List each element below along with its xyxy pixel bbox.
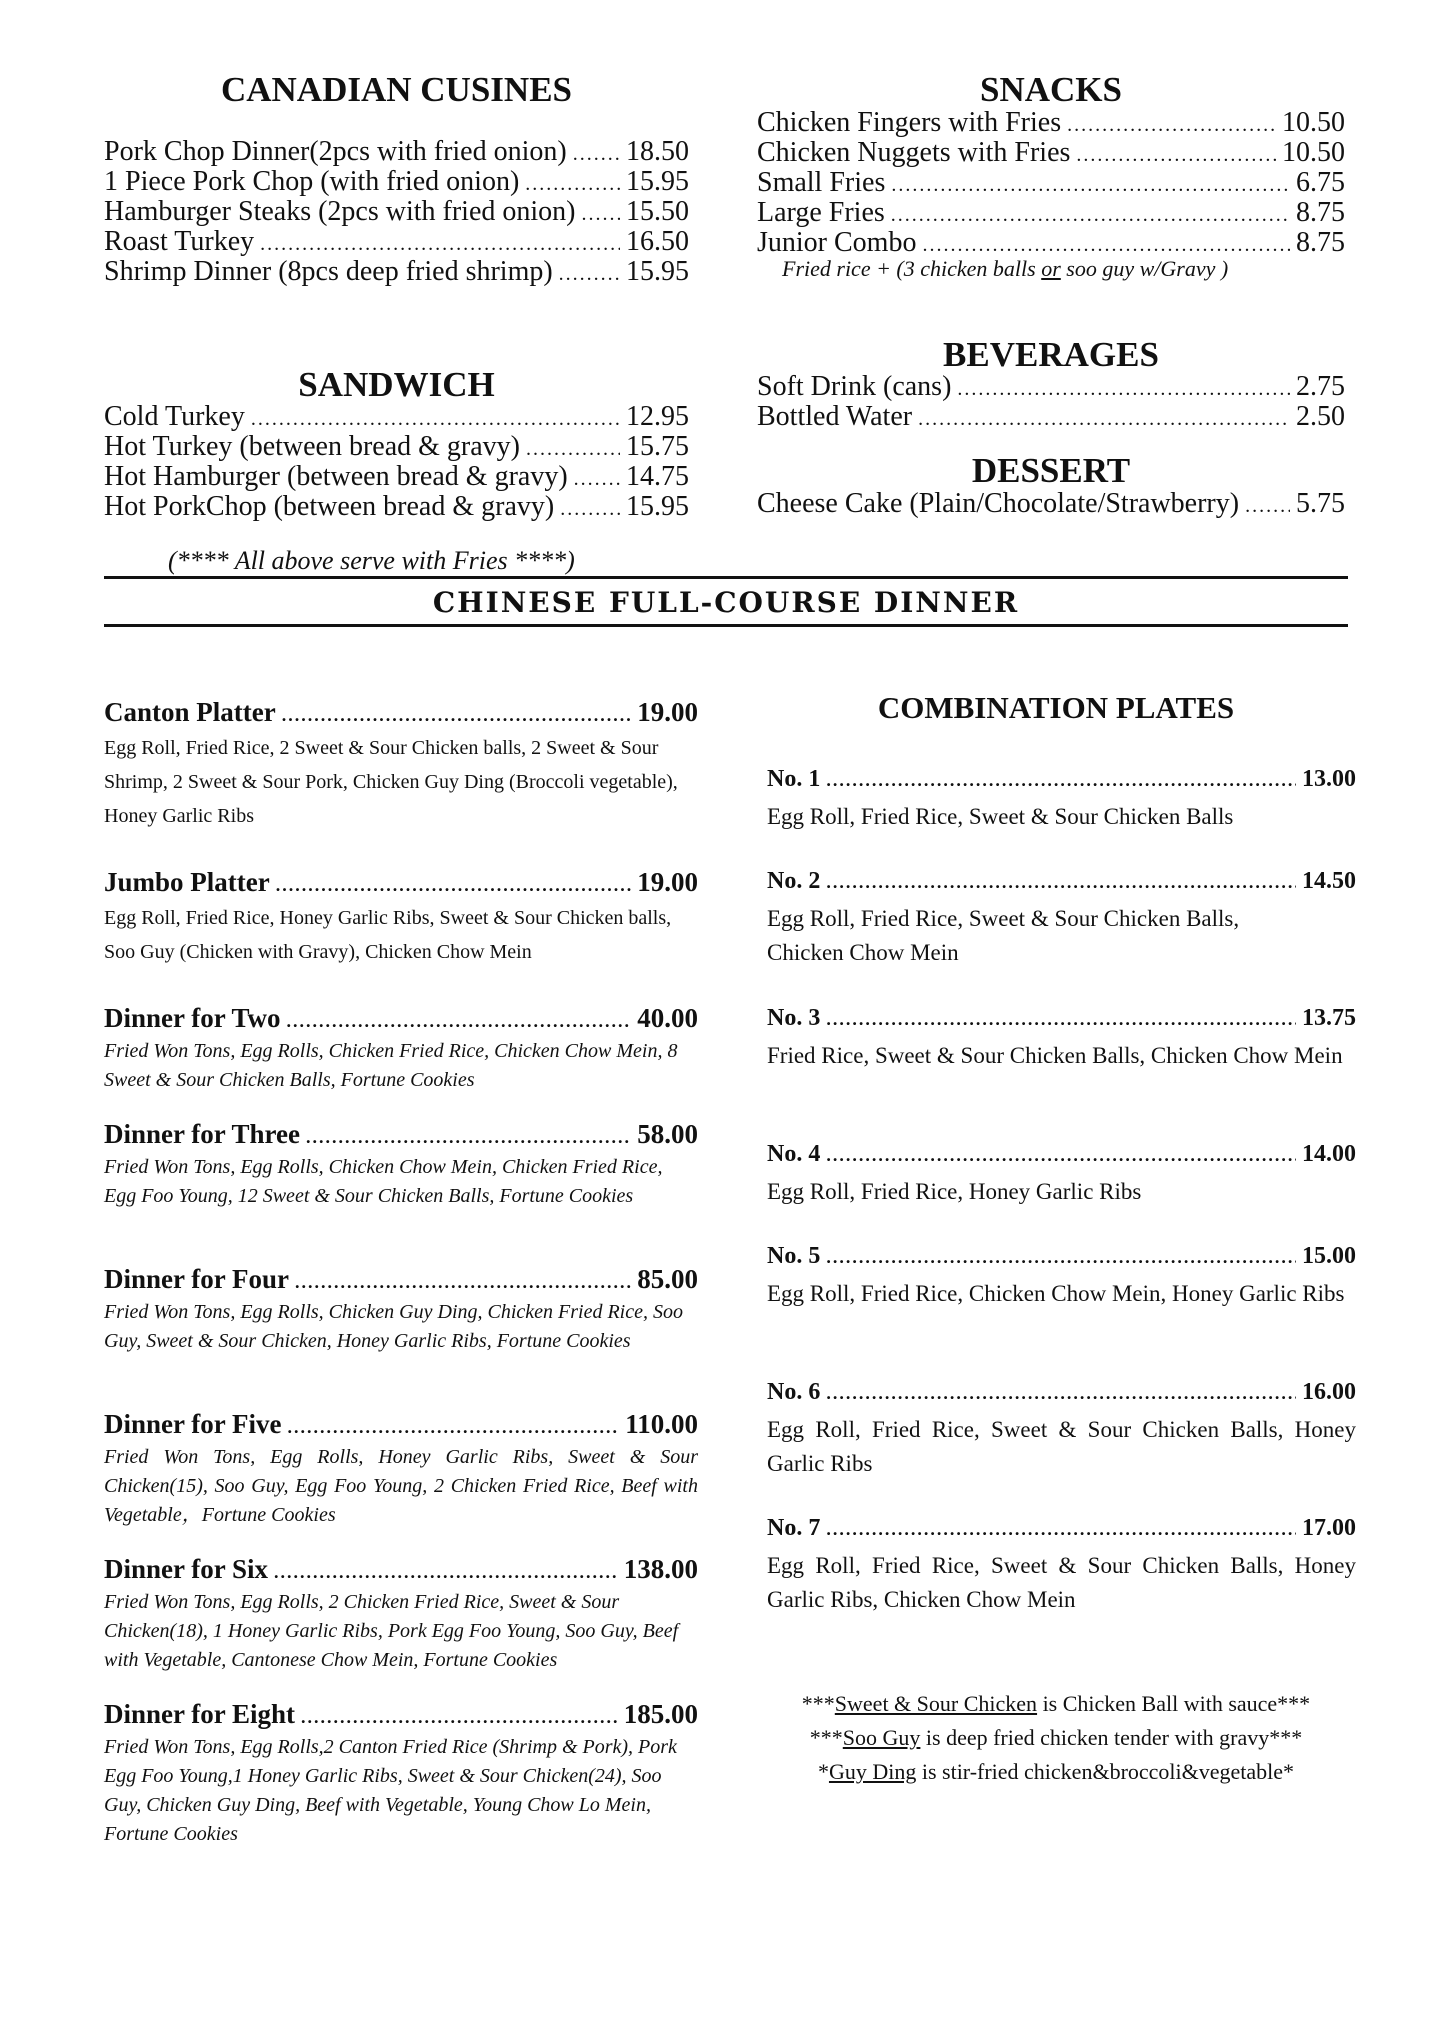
item-name: Chicken Fingers with Fries bbox=[757, 107, 1062, 138]
menu-item bbox=[757, 372, 1345, 402]
menu-item bbox=[104, 402, 689, 432]
item-price: 40.00 bbox=[637, 1003, 698, 1033]
item-description: Fried Won Tons, Egg Rolls,2 Canton Fried Rice (Shrimp & Pork), Pork Egg Foo Young,1 Honey Garlic Ribs, Sweet & Sour Chicken(24), Soo Guy, Chicken Guy Ding, Beef with Vegetable, Young Chow Lo Mein, Fortune Cookies bbox=[104, 1736, 677, 1845]
menu-item bbox=[104, 257, 689, 287]
item-title-row bbox=[104, 1554, 698, 1588]
junior-combo-note: Fried rice + (3 chicken balls or soo guy w/Gravy ) bbox=[782, 256, 1229, 281]
combo-price: 16.00 bbox=[1302, 1379, 1356, 1405]
combo-name: No. 5 bbox=[767, 1243, 821, 1269]
snacks-list bbox=[757, 108, 1345, 258]
item-name: Dinner for Four bbox=[104, 1264, 289, 1294]
combo-price: 13.00 bbox=[1302, 766, 1356, 792]
item-price: 15.75 bbox=[626, 431, 689, 462]
combo-title-row bbox=[767, 868, 1356, 902]
item-description: Fried Won Tons, Egg Rolls, Honey Garlic Ribs, Sweet & Sour Chicken(15), Soo Guy, Egg Foo Young, 2 Chicken Fried Rice, Beef with Vegetable，Fortune Cookies bbox=[104, 1446, 698, 1526]
combo-title-row bbox=[767, 766, 1356, 800]
leader-dots bbox=[826, 1009, 1296, 1030]
chinese-dinner-banner: CHINESE FULL-COURSE DINNER bbox=[432, 586, 1020, 619]
fries-note: (**** All above serve with Fries ****) bbox=[168, 546, 575, 575]
leader-dots bbox=[1245, 491, 1290, 521]
full-course-item bbox=[104, 1119, 701, 1264]
combo-item bbox=[767, 766, 1356, 868]
full-course-list bbox=[104, 697, 701, 1849]
item-name: Large Fries bbox=[757, 197, 885, 228]
footnote-sweet-sour: ***Sweet & Sour Chicken is Chicken Ball with sauce*** bbox=[801, 1691, 1311, 1716]
dessert-heading: DESSERT bbox=[971, 451, 1131, 490]
combo-title-row bbox=[767, 1141, 1356, 1175]
item-price: 138.00 bbox=[623, 1554, 698, 1584]
item-price: 19.00 bbox=[637, 867, 698, 897]
item-title-row bbox=[104, 697, 698, 731]
item-name: Hamburger Steaks (2pcs with fried onion) bbox=[104, 196, 576, 227]
item-name: Dinner for Two bbox=[104, 1003, 281, 1033]
item-name: Cheese Cake (Plain/Chocolate/Strawberry) bbox=[757, 488, 1240, 519]
menu-item bbox=[757, 489, 1345, 519]
item-price: 8.75 bbox=[1296, 227, 1345, 258]
menu-item bbox=[757, 228, 1345, 258]
item-price: 15.95 bbox=[626, 166, 689, 197]
menu-item bbox=[757, 108, 1345, 138]
item-price: 6.75 bbox=[1296, 167, 1345, 198]
leader-dots bbox=[891, 200, 1290, 230]
leader-dots bbox=[559, 259, 620, 289]
menu-item bbox=[104, 167, 689, 197]
menu-item bbox=[104, 462, 689, 492]
leader-dots bbox=[918, 404, 1290, 434]
item-price: 16.50 bbox=[626, 226, 689, 257]
combo-name: No. 1 bbox=[767, 766, 821, 792]
item-name: Shrimp Dinner (8pcs deep fried shrimp) bbox=[104, 256, 553, 287]
combo-item bbox=[767, 868, 1356, 1005]
combination-heading: COMBINATION PLATES bbox=[877, 690, 1235, 725]
leader-dots bbox=[957, 374, 1290, 404]
full-course-item bbox=[104, 697, 701, 867]
leader-dots bbox=[826, 1519, 1296, 1540]
combo-price: 15.00 bbox=[1302, 1243, 1356, 1269]
combo-description: Egg Roll, Fried Rice, Sweet & Sour Chicken Balls, Honey Garlic Ribs bbox=[767, 1417, 1356, 1476]
item-name: Dinner for Six bbox=[104, 1554, 269, 1584]
combo-price: 14.50 bbox=[1302, 868, 1356, 894]
combo-description: Fried Rice, Sweet & Sour Chicken Balls, Chicken Chow Mein bbox=[767, 1043, 1343, 1068]
item-price: 185.00 bbox=[623, 1699, 698, 1729]
leader-dots bbox=[251, 404, 620, 434]
item-price: 12.95 bbox=[626, 401, 689, 432]
menu-item bbox=[757, 198, 1345, 228]
full-course-item bbox=[104, 1409, 701, 1554]
leader-dots bbox=[276, 875, 632, 896]
combo-name: No. 7 bbox=[767, 1515, 821, 1541]
combo-description: Egg Roll, Fried Rice, Chicken Chow Mein, Honey Garlic Ribs bbox=[767, 1281, 1345, 1306]
snacks-heading: SNACKS bbox=[980, 70, 1122, 109]
full-course-item bbox=[104, 1003, 701, 1119]
combo-name: No. 6 bbox=[767, 1379, 821, 1405]
item-name: Hot Turkey (between bread & gravy) bbox=[104, 431, 521, 462]
item-description: Egg Roll, Fried Rice, 2 Sweet & Sour Chicken balls, 2 Sweet & Sour Shrimp, 2 Sweet & Sour Pork, Chicken Guy Ding (Broccoli vegetable), Honey Garlic Ribs bbox=[104, 737, 678, 827]
item-name: Soft Drink (cans) bbox=[757, 371, 952, 402]
footnote-guy-ding: *Guy Ding is stir-fried chicken&broccoli&vegetable* bbox=[817, 1759, 1295, 1784]
combo-title-row bbox=[767, 1379, 1356, 1413]
combo-price: 17.00 bbox=[1302, 1515, 1356, 1541]
combo-title-row bbox=[767, 1515, 1356, 1549]
item-price: 19.00 bbox=[637, 697, 698, 727]
item-title-row bbox=[104, 1409, 698, 1443]
item-description: Fried Won Tons, Egg Rolls, Chicken Chow Mein, Chicken Fried Rice, Egg Foo Young, 12 Sweet & Sour Chicken Balls, Fortune Cookies bbox=[104, 1156, 663, 1207]
menu-item bbox=[104, 197, 689, 227]
item-name: Chicken Nuggets with Fries bbox=[757, 137, 1071, 168]
item-name: 1 Piece Pork Chop (with fried onion) bbox=[104, 166, 520, 197]
leader-dots bbox=[826, 1145, 1296, 1166]
leader-dots bbox=[1067, 110, 1276, 140]
item-title-row bbox=[104, 867, 698, 901]
menu-item bbox=[104, 492, 689, 522]
footnote-soo-guy: ***Soo Guy is deep fried chicken tender with gravy*** bbox=[809, 1725, 1303, 1750]
leader-dots bbox=[826, 1247, 1296, 1268]
item-price: 2.50 bbox=[1296, 401, 1345, 432]
full-course-item bbox=[104, 1264, 701, 1409]
leader-dots bbox=[274, 1562, 618, 1583]
canadian-list bbox=[104, 137, 689, 287]
combo-item bbox=[767, 1379, 1356, 1515]
menu-item bbox=[757, 138, 1345, 168]
item-name: Dinner for Five bbox=[104, 1409, 282, 1439]
item-price: 15.95 bbox=[626, 256, 689, 287]
banner-bottom-rule bbox=[104, 624, 1348, 627]
item-title-row bbox=[104, 1699, 698, 1733]
item-name: Cold Turkey bbox=[104, 401, 245, 432]
combo-description: Egg Roll, Fried Rice, Sweet & Sour Chicken Balls, Honey Garlic Ribs, Chicken Chow Mein bbox=[767, 1553, 1356, 1612]
leader-dots bbox=[287, 1011, 632, 1032]
leader-dots bbox=[287, 1417, 619, 1438]
item-price: 14.75 bbox=[626, 461, 689, 492]
sandwich-list bbox=[104, 402, 689, 522]
combo-name: No. 2 bbox=[767, 868, 821, 894]
combo-price: 13.75 bbox=[1302, 1005, 1356, 1031]
menu-item bbox=[757, 402, 1345, 432]
leader-dots bbox=[295, 1272, 631, 1293]
combo-name: No. 3 bbox=[767, 1005, 821, 1031]
combination-list bbox=[767, 766, 1356, 1617]
item-title-row bbox=[104, 1264, 698, 1298]
combo-description: Egg Roll, Fried Rice, Honey Garlic Ribs bbox=[767, 1179, 1142, 1204]
item-name: Dinner for Eight bbox=[104, 1699, 296, 1729]
leader-dots bbox=[306, 1127, 631, 1148]
leader-dots bbox=[582, 199, 621, 229]
item-price: 15.95 bbox=[626, 491, 689, 522]
item-name: Junior Combo bbox=[757, 227, 917, 258]
combo-item bbox=[767, 1141, 1356, 1243]
leader-dots bbox=[301, 1707, 618, 1728]
leader-dots bbox=[1076, 140, 1276, 170]
full-course-item bbox=[104, 1554, 701, 1699]
item-name: Hot Hamburger (between bread & gravy) bbox=[104, 461, 568, 492]
combo-description: Egg Roll, Fried Rice, Sweet & Sour Chicken Balls bbox=[767, 804, 1234, 829]
item-price: 85.00 bbox=[637, 1264, 698, 1294]
menu-item bbox=[104, 137, 689, 167]
item-name: Pork Chop Dinner(2pcs with fried onion) bbox=[104, 136, 567, 167]
menu-item bbox=[104, 227, 689, 257]
leader-dots bbox=[574, 464, 620, 494]
leader-dots bbox=[282, 705, 632, 726]
item-price: 110.00 bbox=[625, 1409, 698, 1439]
sandwich-heading: SANDWICH bbox=[298, 365, 495, 404]
combo-item bbox=[767, 1005, 1356, 1141]
beverages-list bbox=[757, 372, 1345, 432]
item-name: Hot PorkChop (between bread & gravy) bbox=[104, 491, 555, 522]
beverages-heading: BEVERAGES bbox=[943, 335, 1159, 374]
leader-dots bbox=[826, 770, 1296, 791]
item-description: Egg Roll, Fried Rice, Honey Garlic Ribs, Sweet & Sour Chicken balls, Soo Guy (Chicken with Gravy), Chicken Chow Mein bbox=[104, 907, 672, 963]
combo-item bbox=[767, 1515, 1356, 1617]
item-name: Canton Platter bbox=[104, 697, 276, 727]
leader-dots bbox=[560, 494, 620, 524]
combo-description: Egg Roll, Fried Rice, Sweet & Sour Chicken Balls, Chicken Chow Mein bbox=[767, 906, 1240, 965]
leader-dots bbox=[826, 872, 1296, 893]
item-name: Bottled Water bbox=[757, 401, 913, 432]
banner-top-rule bbox=[104, 576, 1348, 579]
item-price: 58.00 bbox=[637, 1119, 698, 1149]
item-description: Fried Won Tons, Egg Rolls, Chicken Fried Rice, Chicken Chow Mein, 8 Sweet & Sour Chicken Balls, Fortune Cookies bbox=[104, 1040, 678, 1091]
combo-item bbox=[767, 1243, 1356, 1379]
item-description: Fried Won Tons, Egg Rolls, Chicken Guy Ding, Chicken Fried Rice, Soo Guy, Sweet & Sour Chicken, Honey Garlic Ribs, Fortune Cookies bbox=[104, 1301, 683, 1352]
item-title-row bbox=[104, 1003, 698, 1037]
item-title-row bbox=[104, 1119, 698, 1153]
item-name: Dinner for Three bbox=[104, 1119, 301, 1149]
item-description: Fried Won Tons, Egg Rolls, 2 Chicken Fried Rice, Sweet & Sour Chicken(18), 1 Honey Garlic Ribs, Pork Egg Foo Young, Soo Guy, Beef with Vegetable, Cantonese Chow Mein, Fortune Cookies bbox=[104, 1591, 679, 1671]
combo-title-row bbox=[767, 1005, 1356, 1039]
full-course-item bbox=[104, 867, 701, 1003]
full-course-item bbox=[104, 1699, 701, 1849]
leader-dots bbox=[891, 170, 1290, 200]
combo-name: No. 4 bbox=[767, 1141, 821, 1167]
canadian-heading: CANADIAN CUSINES bbox=[220, 70, 573, 109]
item-price: 2.75 bbox=[1296, 371, 1345, 402]
item-price: 5.75 bbox=[1296, 488, 1345, 519]
item-name: Jumbo Platter bbox=[104, 867, 270, 897]
footnotes bbox=[757, 1687, 1355, 1789]
item-name: Small Fries bbox=[757, 167, 886, 198]
dessert-list bbox=[757, 489, 1345, 519]
leader-dots bbox=[260, 229, 620, 259]
leader-dots bbox=[573, 139, 620, 169]
leader-dots bbox=[826, 1383, 1296, 1404]
leader-dots bbox=[526, 434, 620, 464]
combo-title-row bbox=[767, 1243, 1356, 1277]
item-price: 10.50 bbox=[1282, 137, 1345, 168]
item-price: 10.50 bbox=[1282, 107, 1345, 138]
item-price: 8.75 bbox=[1296, 197, 1345, 228]
item-price: 18.50 bbox=[626, 136, 689, 167]
menu-item bbox=[104, 432, 689, 462]
leader-dots bbox=[525, 169, 620, 199]
combo-price: 14.00 bbox=[1302, 1141, 1356, 1167]
item-name: Roast Turkey bbox=[104, 226, 255, 257]
item-price: 15.50 bbox=[626, 196, 689, 227]
menu-item bbox=[757, 168, 1345, 198]
